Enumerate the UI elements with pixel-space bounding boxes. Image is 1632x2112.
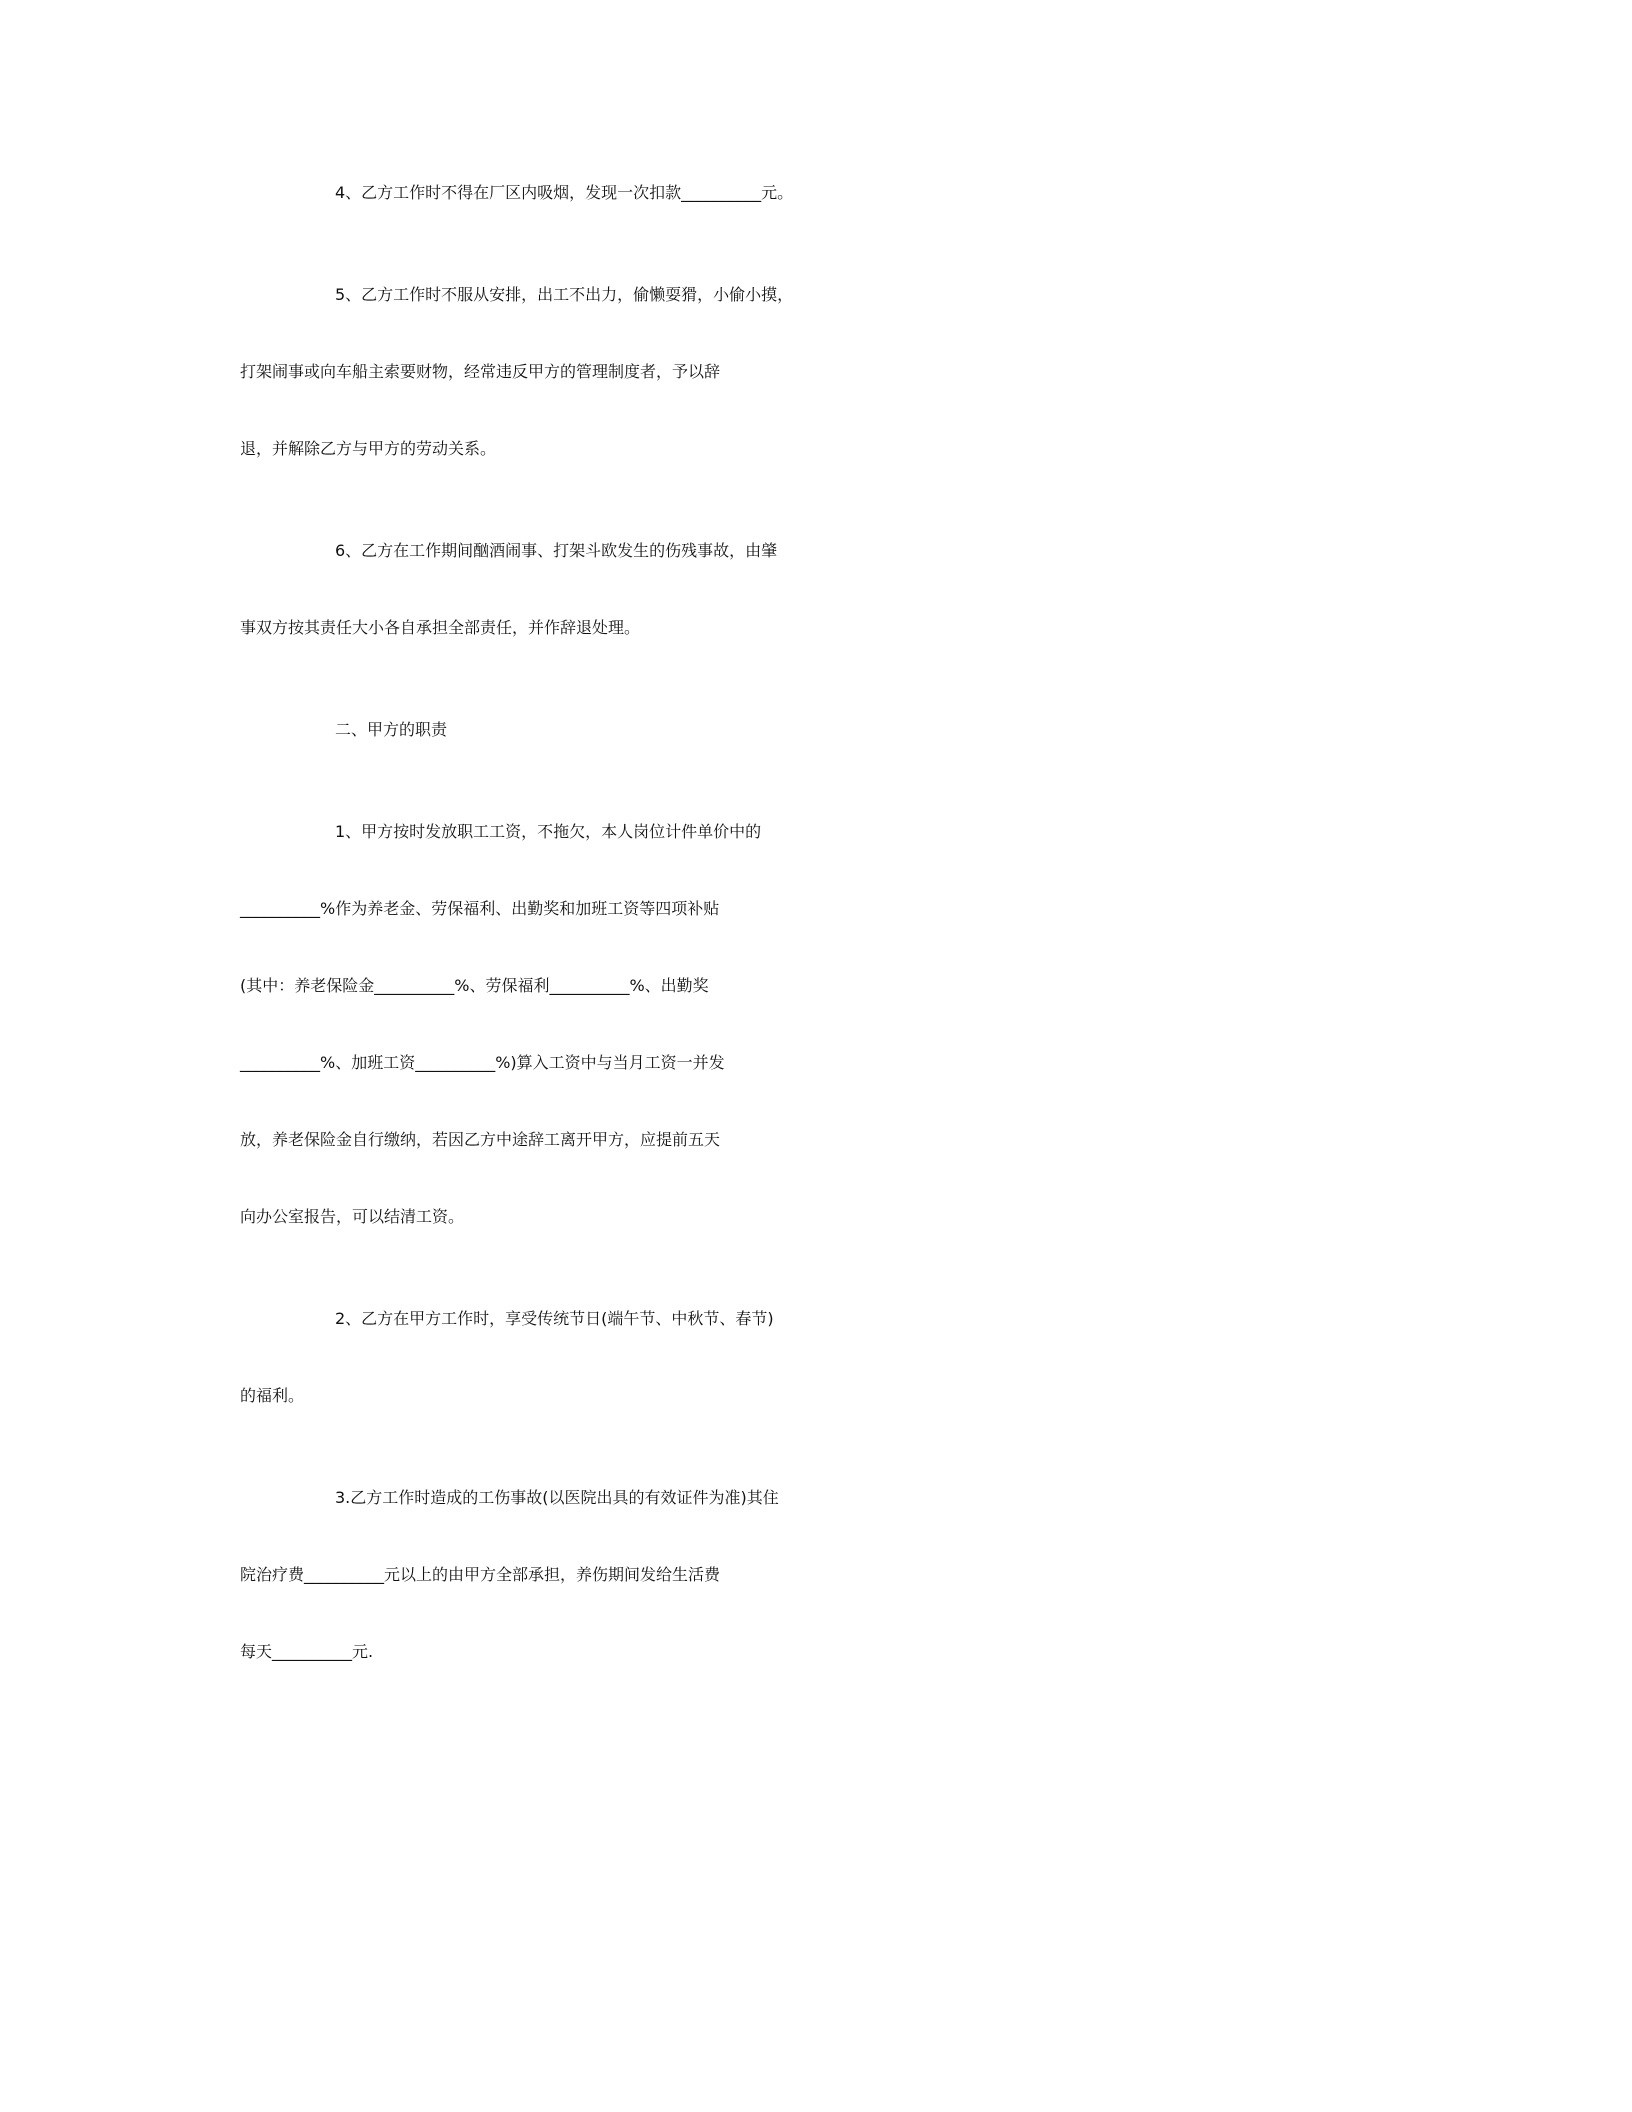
clause-5 [240, 282, 1380, 513]
text-line: 放，养老保险金自行缴纳，若因乙方中途辞工离开甲方，应提前五天 [240, 1130, 721, 1149]
text-line: 院治疗费__________元以上的由甲方全部承担，养伤期间发给生活费 [240, 1565, 721, 1584]
text-line: 事双方按其责任大小各自承担全部责任，并作辞退处理。 [240, 618, 641, 637]
text-line: 退，并解除乙方与甲方的劳动关系。 [240, 439, 497, 458]
clause-4 [240, 180, 1380, 257]
text-line: 4、乙方工作时不得在厂区内吸烟，发现一次扣款__________元。 [335, 183, 794, 202]
section-heading: 二、甲方的职责 [335, 720, 448, 739]
section-heading-party-a-duties [240, 717, 1380, 794]
text-line: 6、乙方在工作期间酗酒闹事、打架斗欧发生的伤残事故，由肇 [335, 541, 778, 560]
duty-3 [240, 1485, 1380, 1716]
text-line: __________%作为养老金、劳保福利、出勤奖和加班工资等四项补贴 [240, 899, 720, 918]
text-line: 1、甲方按时发放职工工资，不拖欠，本人岗位计件单价中的 [335, 822, 762, 841]
text-line: 的福利。 [240, 1386, 305, 1405]
clause-6 [240, 538, 1380, 692]
text-line: 3.乙方工作时造成的工伤事故(以医院出具的有效证件为准)其住 [335, 1488, 779, 1507]
text-line: __________%、加班工资__________%)算入工资中与当月工资一并发 [240, 1053, 725, 1072]
text-line: 向办公室报告，可以结清工资。 [240, 1207, 465, 1226]
text-line: 5、乙方工作时不服从安排，出工不出力，偷懒耍猾，小偷小摸， [335, 285, 794, 304]
text-line: (其中：养老保险金__________%、劳保福利__________%、出勤奖 [240, 976, 709, 995]
document-page [240, 180, 1380, 1716]
duty-1 [240, 819, 1380, 1281]
duty-2 [240, 1306, 1380, 1460]
text-line: 打架闹事或向车船主索要财物，经常违反甲方的管理制度者，予以辞 [240, 362, 721, 381]
text-line: 2、乙方在甲方工作时，享受传统节日(端午节、中秋节、春节) [335, 1309, 774, 1328]
text-line: 每天__________元. [240, 1642, 374, 1661]
